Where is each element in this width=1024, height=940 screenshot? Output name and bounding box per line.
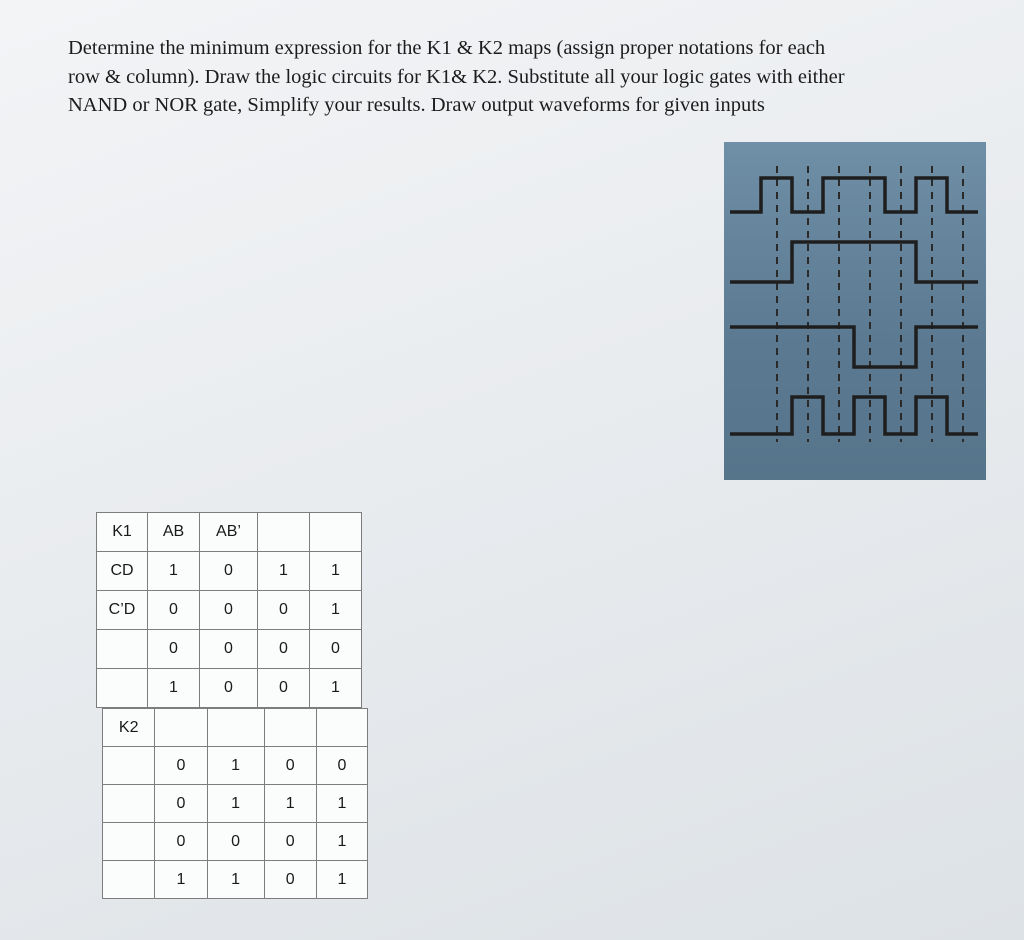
- k2-col-label: [316, 709, 367, 747]
- k2-cell: 0: [155, 785, 207, 823]
- k1-cell: 0: [200, 669, 258, 708]
- k2-row: [103, 747, 368, 785]
- k1-cell: 0: [258, 591, 310, 630]
- k1-col-label: AB: [148, 513, 200, 552]
- k2-header-row: [103, 709, 368, 747]
- k1-cell: 0: [258, 669, 310, 708]
- k1-cell: 0: [200, 591, 258, 630]
- k2-cell: 1: [207, 785, 264, 823]
- k2-row-label: [103, 747, 155, 785]
- k1-row: [97, 591, 362, 630]
- k2-cell: 1: [207, 747, 264, 785]
- k2-cell: 1: [316, 785, 367, 823]
- k1-row-label: C’D: [97, 591, 148, 630]
- k2-karnaugh-map: [102, 708, 368, 899]
- k1-map-label: K1: [97, 513, 148, 552]
- k2-col-label: [264, 709, 316, 747]
- k2-cell: 0: [155, 823, 207, 861]
- problem-statement: [68, 34, 948, 120]
- waveform-input-3: [730, 327, 978, 367]
- k1-col-label: AB’: [200, 513, 258, 552]
- k1-row-label: [97, 630, 148, 669]
- k1-row: [97, 669, 362, 708]
- k1-header-row: [97, 513, 362, 552]
- k2-cell: 1: [207, 861, 264, 899]
- k1-cell: 0: [148, 591, 200, 630]
- k1-karnaugh-map: [96, 512, 362, 708]
- problem-line-2: row & column). Draw the logic circuits for K1& K2. Substitute all your logic gates with either: [68, 65, 845, 88]
- k2-cell: 0: [207, 823, 264, 861]
- k2-cell: 1: [316, 861, 367, 899]
- k2-row-label: [103, 861, 155, 899]
- k2-cell: 1: [264, 785, 316, 823]
- waveform-traces: [730, 178, 978, 434]
- waveform-time-gridlines: [777, 166, 963, 442]
- k2-col-label: [207, 709, 264, 747]
- k1-cell: 1: [310, 552, 362, 591]
- k1-cell: 1: [148, 669, 200, 708]
- k1-col-label: [258, 513, 310, 552]
- input-waveforms-image: [724, 142, 986, 480]
- k1-cell: 0: [258, 630, 310, 669]
- k2-row: [103, 861, 368, 899]
- problem-line-1: Determine the minimum expression for the K1 & K2 maps (assign proper notations for each: [68, 37, 826, 59]
- k2-cell: 0: [155, 747, 207, 785]
- k2-row-label: [103, 785, 155, 823]
- k1-cell: 0: [310, 630, 362, 669]
- k2-row: [103, 823, 368, 861]
- k1-row: [97, 630, 362, 669]
- k1-row-label: [97, 669, 148, 708]
- k2-cell: 1: [316, 823, 367, 861]
- k1-cell: 1: [310, 669, 362, 708]
- k2-col-label: [155, 709, 207, 747]
- k2-row: [103, 785, 368, 823]
- problem-line-3: NAND or NOR gate, Simplify your results. Draw output waveforms for given inputs: [68, 94, 765, 116]
- k2-cell: 0: [316, 747, 367, 785]
- k1-row-label: CD: [97, 552, 148, 591]
- k1-cell: 1: [258, 552, 310, 591]
- waveform-diagram: [724, 142, 986, 480]
- k1-cell: 1: [148, 552, 200, 591]
- waveform-input-1: [730, 178, 978, 212]
- k2-row-label: [103, 823, 155, 861]
- k1-col-label: [310, 513, 362, 552]
- k2-cell: 0: [264, 823, 316, 861]
- k1-cell: 0: [200, 552, 258, 591]
- k1-row: [97, 552, 362, 591]
- waveform-input-2: [730, 242, 978, 282]
- k1-cell: 0: [148, 630, 200, 669]
- k2-cell: 1: [155, 861, 207, 899]
- k2-cell: 0: [264, 861, 316, 899]
- k1-cell: 1: [310, 591, 362, 630]
- k2-cell: 0: [264, 747, 316, 785]
- k1-cell: 0: [200, 630, 258, 669]
- waveform-input-4: [730, 397, 978, 434]
- k2-map-label: K2: [103, 709, 155, 747]
